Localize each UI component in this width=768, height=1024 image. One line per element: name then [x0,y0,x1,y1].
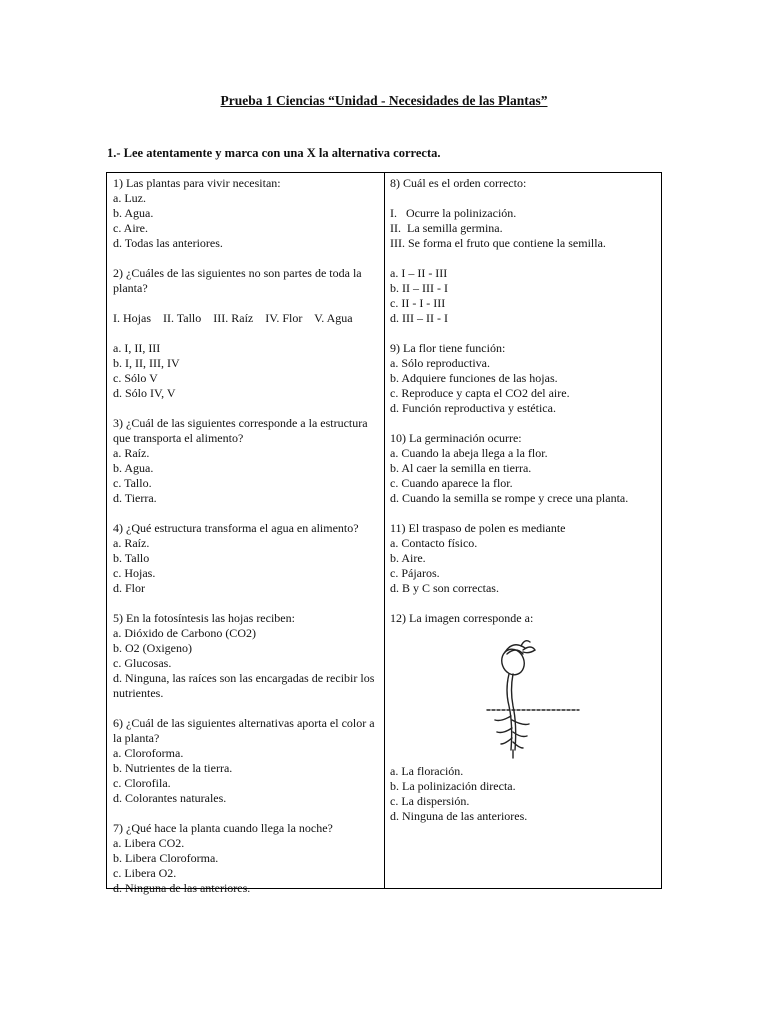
page-title: Prueba 1 Ciencias “Unidad - Necesidades de las Plantas” [220,93,548,108]
question-text: 4) ¿Qué estructura transforma el agua en alimento? [113,521,359,535]
option-b[interactable]: b. Agua. [113,461,154,475]
option-c[interactable]: c. Sólo V [113,371,158,385]
option-c[interactable]: c. Tallo. [113,476,152,490]
question-5 [113,611,378,701]
option-d[interactable]: d. Tierra. [113,491,157,505]
option-b[interactable]: b. I, II, III, IV [113,356,180,370]
question-7 [113,821,378,896]
question-1 [113,176,378,251]
option-d[interactable]: d. Sólo IV, V [113,386,176,400]
statement-iii: III. Se forma el fruto que contiene la semilla. [390,236,606,250]
question-11 [390,521,658,596]
question-text: 12) La imagen corresponde a: [390,611,534,625]
question-text: 6) ¿Cuál de las siguientes alternativas aporta el color a la planta? [113,716,375,745]
statement-ii: II. La semilla germina. [390,221,503,235]
option-c[interactable]: c. Reproduce y capta el CO2 del aire. [390,386,570,400]
option-a[interactable]: a. Sólo reproductiva. [390,356,490,370]
question-table [106,172,662,895]
option-a[interactable]: a. I, II, III [113,341,161,355]
option-c[interactable]: c. Clorofila. [113,776,171,790]
option-a[interactable]: a. Dióxido de Carbono (CO2) [113,626,256,640]
question-12 [390,611,658,824]
option-d[interactable]: d. B y C son correctas. [390,581,499,595]
option-c[interactable]: c. Libera O2. [113,866,177,880]
statement-i: I. Ocurre la polinización. [390,206,517,220]
option-d[interactable]: d. Flor [113,581,146,595]
option-d[interactable]: d. Cuando la semilla se rompe y crece una planta. [390,491,629,505]
option-d[interactable]: d. III – II - I [390,311,448,325]
question-parts-list: I. Hojas II. Tallo III. Raíz IV. Flor V. Agua [113,311,353,325]
option-a[interactable]: a. Raíz. [113,536,150,550]
question-text: 10) La germinación ocurre: [390,431,522,445]
column-divider [384,173,385,888]
question-text: 5) En la fotosíntesis las hojas reciben: [113,611,295,625]
option-c[interactable]: c. Pájaros. [390,566,440,580]
question-text: 8) Cuál es el orden correcto: [390,176,527,190]
option-a[interactable]: a. Contacto físico. [390,536,478,550]
question-text: 9) La flor tiene función: [390,341,506,355]
option-b[interactable]: b. Agua. [113,206,154,220]
question-2 [113,266,378,401]
option-c[interactable]: c. Cuando aparece la flor. [390,476,513,490]
option-b[interactable]: b. Al caer la semilla en tierra. [390,461,532,475]
option-a[interactable]: a. Cuando la abeja llega a la flor. [390,446,548,460]
option-c[interactable]: c. Hojas. [113,566,156,580]
question-text: 2) ¿Cuáles de las siguientes no son partes de toda la planta? [113,266,362,295]
option-b[interactable]: b. La polinización directa. [390,779,516,793]
option-b[interactable]: b. Aire. [390,551,426,565]
option-a[interactable]: a. Raíz. [113,446,150,460]
option-d[interactable]: d. Ninguna de las anteriores. [113,881,251,895]
option-b[interactable]: b. II – III - I [390,281,448,295]
option-b[interactable]: b. Tallo [113,551,150,565]
option-c[interactable]: c. II - I - III [390,296,446,310]
option-a[interactable]: a. Luz. [113,191,146,205]
question-8 [390,176,658,326]
option-c[interactable]: c. La dispersión. [390,794,470,808]
question-9 [390,341,658,416]
germinating-seed-icon [483,632,583,762]
question-3 [113,416,378,506]
left-column [113,176,378,896]
option-c[interactable]: c. Aire. [113,221,148,235]
option-b[interactable]: b. O2 (Oxigeno) [113,641,192,655]
question-text: 7) ¿Qué hace la planta cuando llega la noche? [113,821,333,835]
question-text: 11) El traspaso de polen es mediante [390,521,566,535]
option-d[interactable]: d. Ninguna de las anteriores. [390,809,528,823]
question-6 [113,716,378,806]
option-a[interactable]: a. Libera CO2. [113,836,185,850]
question-text: 1) Las plantas para vivir necesitan: [113,176,281,190]
option-b[interactable]: b. Nutrientes de la tierra. [113,761,233,775]
right-column [390,176,658,839]
option-d[interactable]: d. Todas las anteriores. [113,236,223,250]
question-10 [390,431,658,506]
question-text: 3) ¿Cuál de las siguientes corresponde a la estructura que transporta el alimento? [113,416,368,445]
option-c[interactable]: c. Glucosas. [113,656,172,670]
option-b[interactable]: b. Adquiere funciones de las hojas. [390,371,558,385]
option-a[interactable]: a. La floración. [390,764,464,778]
option-b[interactable]: b. Libera Cloroforma. [113,851,219,865]
option-a[interactable]: a. Cloroforma. [113,746,184,760]
option-a[interactable]: a. I – II - III [390,266,448,280]
option-d[interactable]: d. Función reproductiva y estética. [390,401,556,415]
instructions: 1.- Lee atentamente y marca con una X la alternativa correcta. [107,146,441,160]
option-d[interactable]: d. Colorantes naturales. [113,791,227,805]
option-d[interactable]: d. Ninguna, las raíces son las encargadas de recibir los nutrientes. [113,671,375,700]
question-4 [113,521,378,596]
